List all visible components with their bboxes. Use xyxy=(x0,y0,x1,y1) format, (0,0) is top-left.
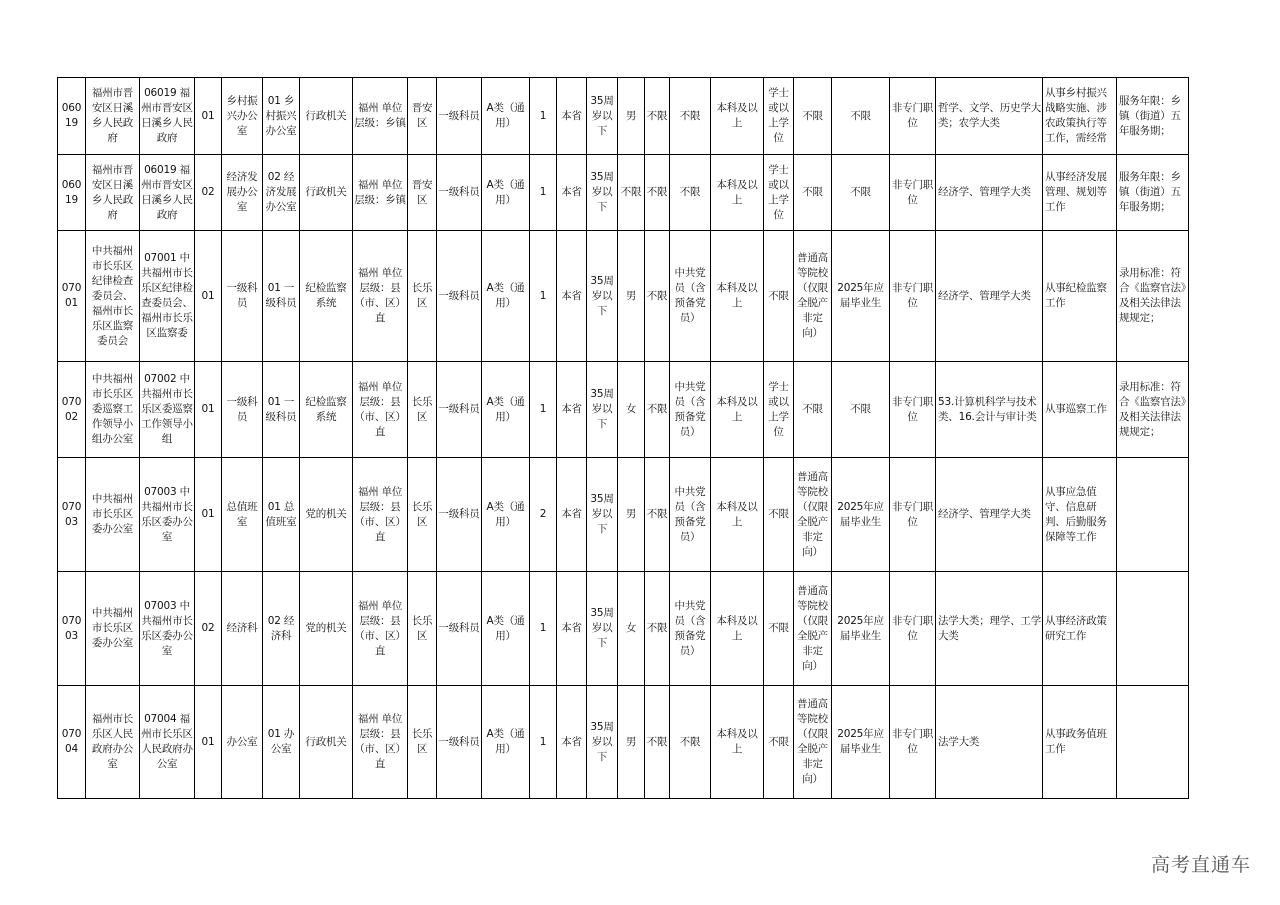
education-cell: 本科及以上 xyxy=(711,686,764,799)
gender-cell: 男 xyxy=(618,458,645,572)
code-cell: 07001 xyxy=(58,231,86,362)
political-status-cell: 不限 xyxy=(670,155,711,231)
position-number-cell: 02 xyxy=(195,155,222,231)
political-status-cell: 中共党员（含预备党员） xyxy=(670,362,711,458)
recruit-count-cell: 1 xyxy=(530,686,557,799)
graduate-cell: 不限 xyxy=(832,78,890,155)
position-number-cell: 01 xyxy=(195,458,222,572)
graduate-cell: 2025年应届毕业生 xyxy=(832,231,890,362)
age-cell: 35周岁以下 xyxy=(587,155,618,231)
district-cell: 晋安区 xyxy=(408,78,437,155)
major-cell: 法学大类；理学、工学大类 xyxy=(936,572,1043,686)
org-type-cell: 党的机关 xyxy=(300,458,353,572)
recruit-count-cell: 1 xyxy=(530,362,557,458)
gender-cell: 女 xyxy=(618,362,645,458)
office-cell: 一级科员 xyxy=(222,362,263,458)
unit-level-cell: 福州 单位层级：县（市、区）直 xyxy=(353,231,408,362)
gender-cell: 男 xyxy=(618,78,645,155)
office-cell: 经济科 xyxy=(222,572,263,686)
rank-cell: 一级科员 xyxy=(437,572,482,686)
recruit-count-cell: 2 xyxy=(530,458,557,572)
code-cell: 06019 xyxy=(58,155,86,231)
major-cell: 法学大类 xyxy=(936,686,1043,799)
post-type-cell: 非专门职位 xyxy=(890,231,936,362)
recruit-count-cell: 1 xyxy=(530,572,557,686)
recruit-count-cell: 1 xyxy=(530,78,557,155)
notes-cell xyxy=(1117,686,1189,799)
political-status-cell: 不限 xyxy=(670,78,711,155)
department-cell: 中共福州市长乐区委巡察工作领导小组办公室 xyxy=(86,362,140,458)
unit-cell: 06019 福州市晋安区日溪乡人民政府 xyxy=(140,155,195,231)
source-cell: 普通高等院校（仅限全脱产非定向） xyxy=(794,231,832,362)
notes-cell: 录用标准：符合《监察官法》及相关法律法规规定； xyxy=(1117,231,1189,362)
source-cell: 不限 xyxy=(794,155,832,231)
ethnicity-cell: 不限 xyxy=(645,572,670,686)
code-cell: 07004 xyxy=(58,686,86,799)
post-type-cell: 非专门职位 xyxy=(890,155,936,231)
table-row xyxy=(58,78,1189,155)
degree-cell: 学士或以上学位 xyxy=(764,362,794,458)
office-cell: 经济发展办公室 xyxy=(222,155,263,231)
org-type-cell: 纪检监察系统 xyxy=(300,362,353,458)
org-type-cell: 党的机关 xyxy=(300,572,353,686)
graduate-cell: 不限 xyxy=(832,362,890,458)
department-cell: 中共福州市长乐区委办公室 xyxy=(86,458,140,572)
graduate-cell: 不限 xyxy=(832,155,890,231)
source-cell: 不限 xyxy=(794,362,832,458)
post-type-cell: 非专门职位 xyxy=(890,362,936,458)
duty-cell: 从事乡村振兴战略实施、涉农政策执行等工作，需经常 xyxy=(1043,78,1117,155)
gender-cell: 男 xyxy=(618,686,645,799)
source-cell: 普通高等院校（仅限全脱产非定向） xyxy=(794,572,832,686)
gender-cell: 不限 xyxy=(618,155,645,231)
table-row xyxy=(58,231,1189,362)
duty-cell: 从事政务值班工作 xyxy=(1043,686,1117,799)
office-cell: 总值班室 xyxy=(222,458,263,572)
political-status-cell: 不限 xyxy=(670,686,711,799)
post-type-cell: 非专门职位 xyxy=(890,458,936,572)
district-cell: 长乐区 xyxy=(408,572,437,686)
education-cell: 本科及以上 xyxy=(711,362,764,458)
position-number-cell: 01 xyxy=(195,686,222,799)
age-cell: 35周岁以下 xyxy=(587,458,618,572)
recruit-count-cell: 1 xyxy=(530,155,557,231)
rank-cell: 一级科员 xyxy=(437,362,482,458)
post-type-cell: 非专门职位 xyxy=(890,572,936,686)
office-cell: 乡村振兴办公室 xyxy=(222,78,263,155)
duty-cell: 从事经济发展管理、规划等工作 xyxy=(1043,155,1117,231)
rank-cell: 一级科员 xyxy=(437,458,482,572)
watermark-text: 高考直通车 xyxy=(1150,854,1251,876)
category-cell: A类（通用） xyxy=(482,231,530,362)
code-cell: 07002 xyxy=(58,362,86,458)
major-cell: 哲学、文学、历史学大类；农学大类 xyxy=(936,78,1043,155)
notes-cell: 录用标准：符合《监察官法》及相关法律法规规定； xyxy=(1117,362,1189,458)
position-cell: 01 办公室 xyxy=(263,686,300,799)
position-cell: 01 一级科员 xyxy=(263,231,300,362)
degree-cell: 不限 xyxy=(764,572,794,686)
major-cell: 经济学、管理学大类 xyxy=(936,155,1043,231)
degree-cell: 不限 xyxy=(764,231,794,362)
origin-cell: 本省 xyxy=(557,362,587,458)
unit-level-cell: 福州 单位层级：县（市、区）直 xyxy=(353,362,408,458)
degree-cell: 学士或以上学位 xyxy=(764,78,794,155)
org-type-cell: 纪检监察系统 xyxy=(300,231,353,362)
political-status-cell: 中共党员（含预备党员） xyxy=(670,458,711,572)
unit-level-cell: 福州 单位层级：乡镇 xyxy=(353,155,408,231)
duty-cell: 从事经济政策研究工作 xyxy=(1043,572,1117,686)
office-cell: 办公室 xyxy=(222,686,263,799)
ethnicity-cell: 不限 xyxy=(645,686,670,799)
district-cell: 晋安区 xyxy=(408,155,437,231)
education-cell: 本科及以上 xyxy=(711,231,764,362)
education-cell: 本科及以上 xyxy=(711,155,764,231)
notes-cell xyxy=(1117,458,1189,572)
graduate-cell: 2025年应届毕业生 xyxy=(832,572,890,686)
org-type-cell: 行政机关 xyxy=(300,78,353,155)
department-cell: 福州市晋安区日溪乡人民政府 xyxy=(86,78,140,155)
office-cell: 一级科员 xyxy=(222,231,263,362)
rank-cell: 一级科员 xyxy=(437,686,482,799)
duty-cell: 从事纪检监察工作 xyxy=(1043,231,1117,362)
post-type-cell: 非专门职位 xyxy=(890,78,936,155)
department-cell: 福州市长乐区人民政府办公室 xyxy=(86,686,140,799)
post-type-cell: 非专门职位 xyxy=(890,686,936,799)
table-row xyxy=(58,686,1189,799)
origin-cell: 本省 xyxy=(557,78,587,155)
ethnicity-cell: 不限 xyxy=(645,458,670,572)
source-cell: 不限 xyxy=(794,78,832,155)
age-cell: 35周岁以下 xyxy=(587,78,618,155)
origin-cell: 本省 xyxy=(557,231,587,362)
unit-cell: 07003 中共福州市长乐区委办公室 xyxy=(140,572,195,686)
degree-cell: 学士或以上学位 xyxy=(764,155,794,231)
political-status-cell: 中共党员（含预备党员） xyxy=(670,572,711,686)
ethnicity-cell: 不限 xyxy=(645,78,670,155)
unit-level-cell: 福州 单位层级：县（市、区）直 xyxy=(353,686,408,799)
origin-cell: 本省 xyxy=(557,572,587,686)
unit-cell: 07004 福州市长乐区人民政府办公室 xyxy=(140,686,195,799)
unit-cell: 06019 福州市晋安区日溪乡人民政府 xyxy=(140,78,195,155)
age-cell: 35周岁以下 xyxy=(587,231,618,362)
department-cell: 中共福州市长乐区纪律检查委员会、福州市长乐区监察委员会 xyxy=(86,231,140,362)
code-cell: 07003 xyxy=(58,572,86,686)
rank-cell: 一级科员 xyxy=(437,231,482,362)
notes-cell: 服务年限：乡镇（街道）五年服务期； xyxy=(1117,78,1189,155)
position-cell: 01 乡村振兴办公室 xyxy=(263,78,300,155)
position-number-cell: 01 xyxy=(195,78,222,155)
gender-cell: 男 xyxy=(618,231,645,362)
table-row xyxy=(58,572,1189,686)
org-type-cell: 行政机关 xyxy=(300,155,353,231)
graduate-cell: 2025年应届毕业生 xyxy=(832,458,890,572)
category-cell: A类（通用） xyxy=(482,155,530,231)
origin-cell: 本省 xyxy=(557,458,587,572)
unit-level-cell: 福州 单位层级：乡镇 xyxy=(353,78,408,155)
position-number-cell: 01 xyxy=(195,362,222,458)
origin-cell: 本省 xyxy=(557,155,587,231)
major-cell: 经济学、管理学大类 xyxy=(936,458,1043,572)
district-cell: 长乐区 xyxy=(408,231,437,362)
department-cell: 中共福州市长乐区委办公室 xyxy=(86,572,140,686)
category-cell: A类（通用） xyxy=(482,686,530,799)
recruitment-table xyxy=(57,77,1189,799)
major-cell: 53.计算机科学与技术类、16.会计与审计类 xyxy=(936,362,1043,458)
age-cell: 35周岁以下 xyxy=(587,572,618,686)
ethnicity-cell: 不限 xyxy=(645,155,670,231)
education-cell: 本科及以上 xyxy=(711,458,764,572)
source-cell: 普通高等院校（仅限全脱产非定向） xyxy=(794,458,832,572)
origin-cell: 本省 xyxy=(557,686,587,799)
table-row xyxy=(58,362,1189,458)
code-cell: 07003 xyxy=(58,458,86,572)
position-number-cell: 02 xyxy=(195,572,222,686)
position-cell: 02 经济发展办公室 xyxy=(263,155,300,231)
code-cell: 06019 xyxy=(58,78,86,155)
recruit-count-cell: 1 xyxy=(530,231,557,362)
district-cell: 长乐区 xyxy=(408,362,437,458)
education-cell: 本科及以上 xyxy=(711,572,764,686)
unit-cell: 07002 中共福州市长乐区委巡察工作领导小组 xyxy=(140,362,195,458)
unit-level-cell: 福州 单位层级：县（市、区）直 xyxy=(353,572,408,686)
category-cell: A类（通用） xyxy=(482,572,530,686)
graduate-cell: 2025年应届毕业生 xyxy=(832,686,890,799)
unit-level-cell: 福州 单位层级：县（市、区）直 xyxy=(353,458,408,572)
notes-cell xyxy=(1117,572,1189,686)
duty-cell: 从事巡察工作 xyxy=(1043,362,1117,458)
gender-cell: 女 xyxy=(618,572,645,686)
position-cell: 01 一级科员 xyxy=(263,362,300,458)
org-type-cell: 行政机关 xyxy=(300,686,353,799)
ethnicity-cell: 不限 xyxy=(645,362,670,458)
age-cell: 35周岁以下 xyxy=(587,362,618,458)
position-cell: 01 总值班室 xyxy=(263,458,300,572)
category-cell: A类（通用） xyxy=(482,458,530,572)
education-cell: 本科及以上 xyxy=(711,78,764,155)
category-cell: A类（通用） xyxy=(482,362,530,458)
table-row xyxy=(58,458,1189,572)
rank-cell: 一级科员 xyxy=(437,155,482,231)
degree-cell: 不限 xyxy=(764,458,794,572)
position-cell: 02 经济科 xyxy=(263,572,300,686)
source-cell: 普通高等院校（仅限全脱产非定向） xyxy=(794,686,832,799)
ethnicity-cell: 不限 xyxy=(645,231,670,362)
department-cell: 福州市晋安区日溪乡人民政府 xyxy=(86,155,140,231)
district-cell: 长乐区 xyxy=(408,686,437,799)
notes-cell: 服务年限：乡镇（街道）五年服务期； xyxy=(1117,155,1189,231)
major-cell: 经济学、管理学大类 xyxy=(936,231,1043,362)
unit-cell: 07003 中共福州市长乐区委办公室 xyxy=(140,458,195,572)
unit-cell: 07001 中共福州市长乐区纪律检查委员会、福州市长乐区监察委 xyxy=(140,231,195,362)
political-status-cell: 中共党员（含预备党员） xyxy=(670,231,711,362)
rank-cell: 一级科员 xyxy=(437,78,482,155)
position-number-cell: 01 xyxy=(195,231,222,362)
district-cell: 长乐区 xyxy=(408,458,437,572)
table-row xyxy=(58,155,1189,231)
age-cell: 35周岁以下 xyxy=(587,686,618,799)
category-cell: A类（通用） xyxy=(482,78,530,155)
duty-cell: 从事应急值守、信息研判、后勤服务保障等工作 xyxy=(1043,458,1117,572)
degree-cell: 不限 xyxy=(764,686,794,799)
